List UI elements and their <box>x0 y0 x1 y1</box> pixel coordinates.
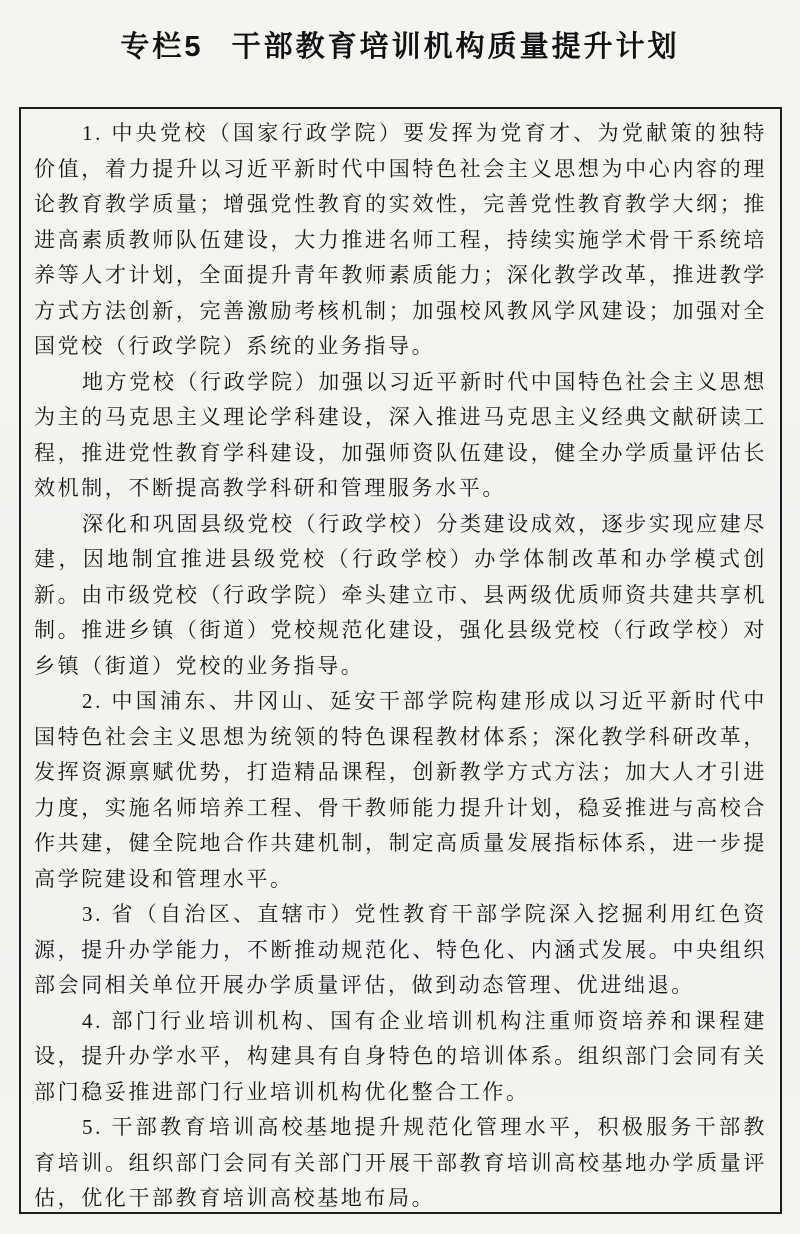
paragraph-item-3: 3. 省（自治区、直辖市）党性教育干部学院深入挖掘利用红色资源，提升办学能力，不断推动规范化、特色化、内涵式发展。中央组织部会同相关单位开展办学质量评估，做到动态管理、优进绌退。 <box>34 902 767 997</box>
paragraph-item-1-local-schools: 地方党校（行政学院）加强以习近平新时代中国特色社会主义思想为主的马克思主义理论学科建设，深入推进马克思主义经典文献研读工程，推进党性教育学科建设，加强师资队伍建设，健全办学质量评估长效机制，不断提高教学科研和管理服务水平。 <box>34 369 767 500</box>
panel-title <box>0 24 800 65</box>
panel-title-prefix: 专栏5 <box>120 31 204 63</box>
paragraph-item-2: 2. 中国浦东、井冈山、延安干部学院构建形成以习近平新时代中国特色社会主义思想为统领的特色课程教材体系；深化教学科研改革，发挥资源禀赋优势，打造精品课程，创新教学方式方法；加大人才引进力度，实施名师培养工程、骨干教师能力提升计划，稳妥推进与高校合作共建，健全院地合作共建机制，制定高质量发展指标体系，进一步提高学院建设和管理水平。 <box>34 689 767 891</box>
panel-title-main: 干部教育培训机构质量提升计划 <box>231 31 680 63</box>
paragraph-item-1: 1. 中央党校（国家行政学院）要发挥为党育才、为党献策的独特价值，着力提升以习近平新时代中国特色社会主义思想为中心内容的理论教育教学质量；增强党性教育的实效性，完善党性教育教学大纲；推进高素质教师队伍建设，大力推进名师工程，持续实施学术骨干系统培养等人才计划，全面提升青年教师素质能力；深化教学改革，推进教学方式方法创新，完善激励考核机制；加强校风教风学风建设；加强对全国党校（行政学院）系统的业务指导。 <box>34 121 767 358</box>
panel-box <box>19 107 782 1214</box>
paragraph-item-4: 4. 部门行业培训机构、国有企业培训机构注重师资培养和课程建设，提升办学水平，构建具有自身特色的培训体系。组织部门会同有关部门稳妥推进部门行业培训机构优化整合工作。 <box>34 1008 767 1104</box>
paragraph-item-5: 5. 干部教育培训高校基地提升规范化管理水平，积极服务干部教育培训。组织部门会同有关部门开展干部教育培训高校基地办学质量评估，优化干部教育培训高校基地布局。 <box>34 1115 767 1210</box>
paragraph-item-1-county-schools: 深化和巩固县级党校（行政学校）分类建设成效，逐步实现应建尽建，因地制宜推进县级党校（行政学校）办学体制改革和办学模式创新。由市级党校（行政学院）牵头建立市、县两级优质师资共建共享机制。推进乡镇（街道）党校规范化建设，强化县级党校（行政学校）对乡镇（街道）党校的业务指导。 <box>34 511 767 678</box>
